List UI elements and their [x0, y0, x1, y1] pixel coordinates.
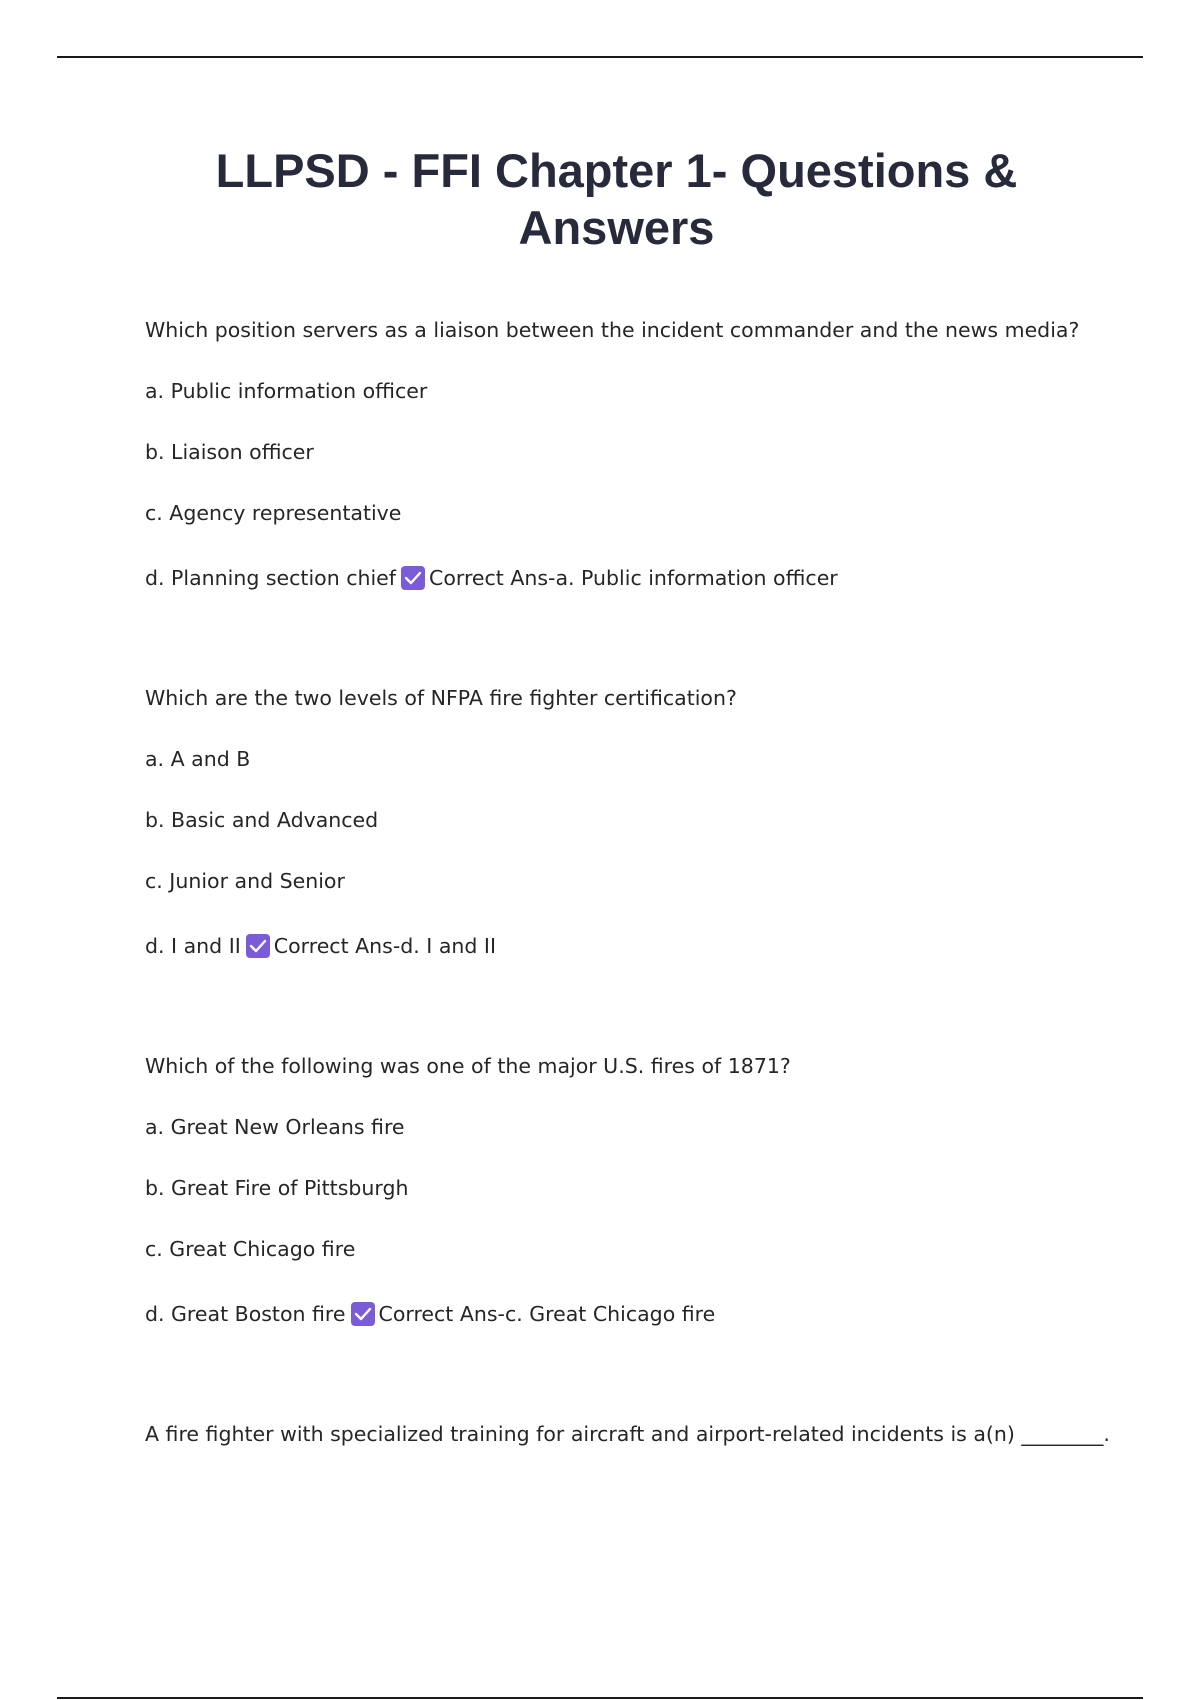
- option-a: a. Public information officer: [145, 379, 428, 403]
- question-block: [145, 316, 1105, 592]
- header-rule: [57, 56, 1143, 58]
- option-b: b. Liaison officer: [145, 440, 314, 464]
- checkbox-checked-icon: [401, 566, 425, 590]
- correct-answer: Correct Ans-c. Great Chicago fire: [378, 1302, 716, 1326]
- correct-answer: Correct Ans-a. Public information officer: [429, 566, 838, 590]
- option-d-with-answer: [145, 1300, 1105, 1328]
- option-c: c. Agency representative: [145, 501, 402, 525]
- option-a: a. Great New Orleans fire: [145, 1115, 405, 1139]
- question-block: [145, 1052, 1105, 1328]
- option-d: d. I and II: [145, 934, 241, 958]
- question-list: [145, 316, 1110, 1448]
- option-b: b. Great Fire of Pittsburgh: [145, 1176, 409, 1200]
- option-d-with-answer: [145, 564, 1105, 592]
- question-block: [145, 684, 1105, 960]
- checkbox-checked-icon: [246, 934, 270, 958]
- correct-answer: Correct Ans-d. I and II: [273, 934, 497, 958]
- option-d-with-answer: [145, 932, 1105, 960]
- option-a: a. A and B: [145, 747, 251, 771]
- question-block: [145, 1420, 1110, 1448]
- option-c: c. Junior and Senior: [145, 869, 345, 893]
- checkbox-checked-icon: [351, 1302, 375, 1326]
- page-title: LLPSD - FFI Chapter 1- Questions & Answers: [215, 144, 1018, 254]
- question-text: A fire fighter with specialized training for aircraft and airport-related incidents is a(n) ________.: [145, 1422, 1110, 1446]
- option-d: d. Great Boston fire: [145, 1302, 346, 1326]
- option-b: b. Basic and Advanced: [145, 808, 379, 832]
- option-c: c. Great Chicago fire: [145, 1237, 356, 1261]
- option-d: d. Planning section chief: [145, 566, 397, 590]
- question-text: Which position servers as a liaison between the incident commander and the news media?: [145, 318, 1080, 342]
- question-text: Which of the following was one of the major U.S. fires of 1871?: [145, 1054, 791, 1078]
- footer-rule: [57, 1697, 1143, 1699]
- question-text: Which are the two levels of NFPA fire fighter certification?: [145, 686, 737, 710]
